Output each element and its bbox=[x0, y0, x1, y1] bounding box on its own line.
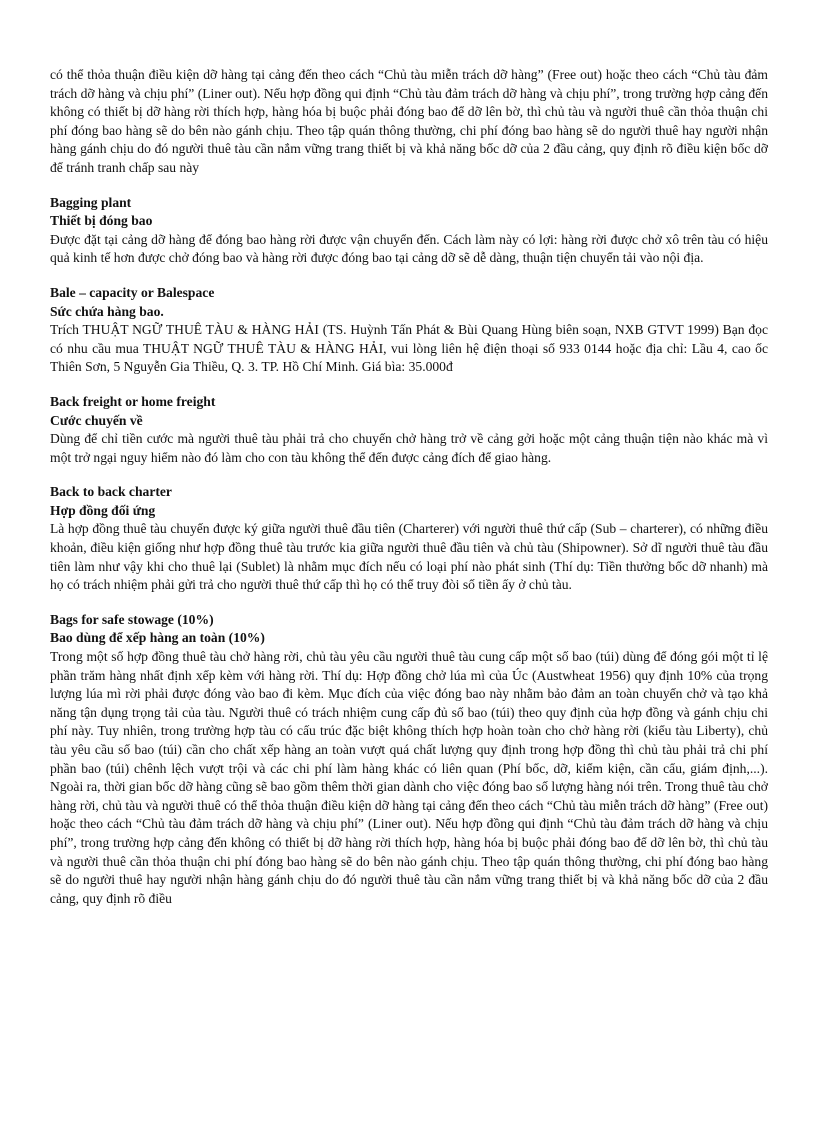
entry-term: Bags for safe stowage (10%) bbox=[50, 611, 214, 627]
entry-translation: Thiết bị đóng bao bbox=[50, 213, 153, 229]
entry-translation: Cước chuyến về bbox=[50, 412, 143, 428]
entry-body: Dùng để chỉ tiền cước mà người thuê tàu phải trả cho chuyến chở hàng trở về cảng gởi hoặc một cảng thuận tiện nào khác mà vì một trở ngại nguy hiểm nào đó làm cho con tàu không thể đến được cảng đích để giao hàng. bbox=[50, 431, 768, 465]
entry-term: Bagging plant bbox=[50, 194, 132, 210]
entry-bale-capacity bbox=[50, 284, 768, 377]
entry-body: Trích THUẬT NGỮ THUÊ TÀU & HÀNG HẢI (TS. Huỳnh Tấn Phát & Bùi Quang Hùng biên soạn, NXB GTVT 1999) Bạn đọc có nhu cầu mua THUẬT NGỮ THUÊ TÀU & HÀNG HẢI, vui lòng liên hệ điện thoại số 933 0144 hoặc địa chỉ: Lầu 4, cao ốc Thiên Sơn, 5 Nguyễn Gia Thiều, Q. 3. TP. Hồ Chí Minh. Giá bìa: 35.000đ bbox=[50, 322, 768, 375]
entry-translation: Bao dùng để xếp hàng an toàn (10%) bbox=[50, 630, 265, 646]
entry-bags-for-safe-stowage bbox=[50, 611, 768, 909]
entry-term: Bale – capacity or Balespace bbox=[50, 284, 215, 300]
entry-body: Là hợp đồng thuê tàu chuyến được ký giữa người thuê đầu tiên (Charterer) với người thuê thứ cấp (Sub – charterer), có những điều khoản, điều kiện giống như hợp đồng thuê tàu trước kia giữa người thuê đầu tiên và chủ tàu (Shipowner). Sở dĩ người thuê tàu đầu tiên làm như vậy khi cho thuê lại (Sublet) là nhằm mục đích nếu có loại phí nào phát sinh (Thí dụ: Tiền thưởng bốc dỡ nhanh) mà họ có trách nhiệm phải gửi trả cho người thuê thứ cấp thì họ có thể truy đòi số tiền ấy ở chủ tàu. bbox=[50, 521, 768, 593]
entry-translation: Sức chứa hàng bao. bbox=[50, 303, 164, 319]
entry-term: Back to back charter bbox=[50, 484, 172, 500]
entry-term: Back freight or home freight bbox=[50, 393, 216, 409]
entry-body: Được đặt tại cảng dỡ hàng để đóng bao hàng rời được vận chuyển đến. Cách làm này có lợi: hàng rời được chở xô trên tàu có hiệu quả kinh tế hơn được chở đóng bao và hàng rời được đóng bao tại cảng dỡ sẽ dễ dàng, thuận tiện chuyển tải vào nội địa. bbox=[50, 231, 768, 266]
entry-body: Trong một số hợp đồng thuê tàu chở hàng rời, chủ tàu yêu cầu người thuê tàu cung cấp một số bao (túi) dùng để đóng gói một tỉ lệ phần trăm hàng nhất định xếp kèm với hàng rời. Thí dụ: Hợp đồng chở lúa mì của Úc (Austwheat 1956) quy định 10% của trọng lượng lúa mì rời phải được đóng vào bao đi kèm. Mục đích của việc đóng bao này nhằm bảo đảm an toàn chuyến chở và tạo khả năng tận dụng trọng tải của tàu. Người thuê có trách nhiệm cung cấp đủ số bao (túi) theo quy định của hợp đồng và gánh chịu chi phí này. Tuy nhiên, trong trường hợp tàu có cấu trúc đặc biệt không thích hợp hoàn toàn cho chở hàng rời (kiểu tàu Liberty), chủ tàu yêu cầu số bao (túi) cần cho chất xếp hàng an toàn vượt quá chất lượng quy định trong hợp đồng thì chủ tàu phải trả chi phí phần bao (túi) chênh lệch vượt trội và các chi phí làm hàng khác có liên quan (Phí bốc, dỡ, kiểm kiện, cần cẩu, giám định,...). Ngoài ra, thời gian bốc dỡ hàng cũng sẽ bao gồm thêm thời gian dành cho việc đóng bao số lượng hàng nói trên. Trong thuê tàu chở hàng rời, chủ tàu và người thuê có thể thỏa thuận điều kiện dỡ hàng tại cảng đến theo cách “Chủ tàu miễn trách dỡ hàng” (Free out) hoặc theo cách “Chủ tàu đảm trách dỡ hàng và chịu phí” (Liner out). Nếu hợp đồng qui định “Chủ tàu đảm trách dỡ hàng và chịu phí”, trong trường hợp cảng đến không có thiết bị dỡ hàng rời thích hợp, hàng hóa bị buộc phải đóng bao để dỡ lên bờ, thì chủ tàu và người thuê cần thỏa thuận chi phí đóng bao hàng sẽ do bên nào gánh chịu. Theo tập quán thông thường, chi phí đóng bao hàng sẽ do người thuê hay người nhận hàng gánh chịu do đó người thuê tàu cần nắm vững trang thiết bị và khả năng bốc dỡ của 2 đầu cảng, quy định rõ điều bbox=[50, 649, 768, 906]
intro-paragraph: có thể thỏa thuận điều kiện dỡ hàng tại cảng đến theo cách “Chủ tàu miễn trách dỡ hàng” (Free out) hoặc theo cách “Chủ tàu đảm trách dỡ hàng và chịu phí” (Liner out). Nếu hợp đồng qui định “Chủ tàu đảm trách dỡ hàng và chịu phí”, trong trường hợp cảng đến không có thiết bị dỡ hàng rời thích hợp, hàng hóa bị buộc phải đóng bao để dỡ lên bờ, thì chủ tàu và người thuê cần thỏa thuận chi phí đóng bao hàng sẽ do bên nào gánh chịu. Theo tập quán thông thường, chi phí đóng bao hàng sẽ do người thuê hay người nhận hàng gánh chịu do đó người thuê tàu cần nắm vững trang thiết bị và khả năng bốc dỡ của 2 đầu cảng, quy định rõ điều kiện bốc dỡ để tránh tranh chấp sau này bbox=[50, 67, 768, 175]
entry-back-freight bbox=[50, 393, 768, 467]
entry-translation: Hợp đồng đối ứng bbox=[50, 502, 156, 518]
entry-back-to-back-charter bbox=[50, 483, 768, 595]
document-page bbox=[50, 66, 768, 908]
entry-bagging-plant bbox=[50, 194, 768, 268]
